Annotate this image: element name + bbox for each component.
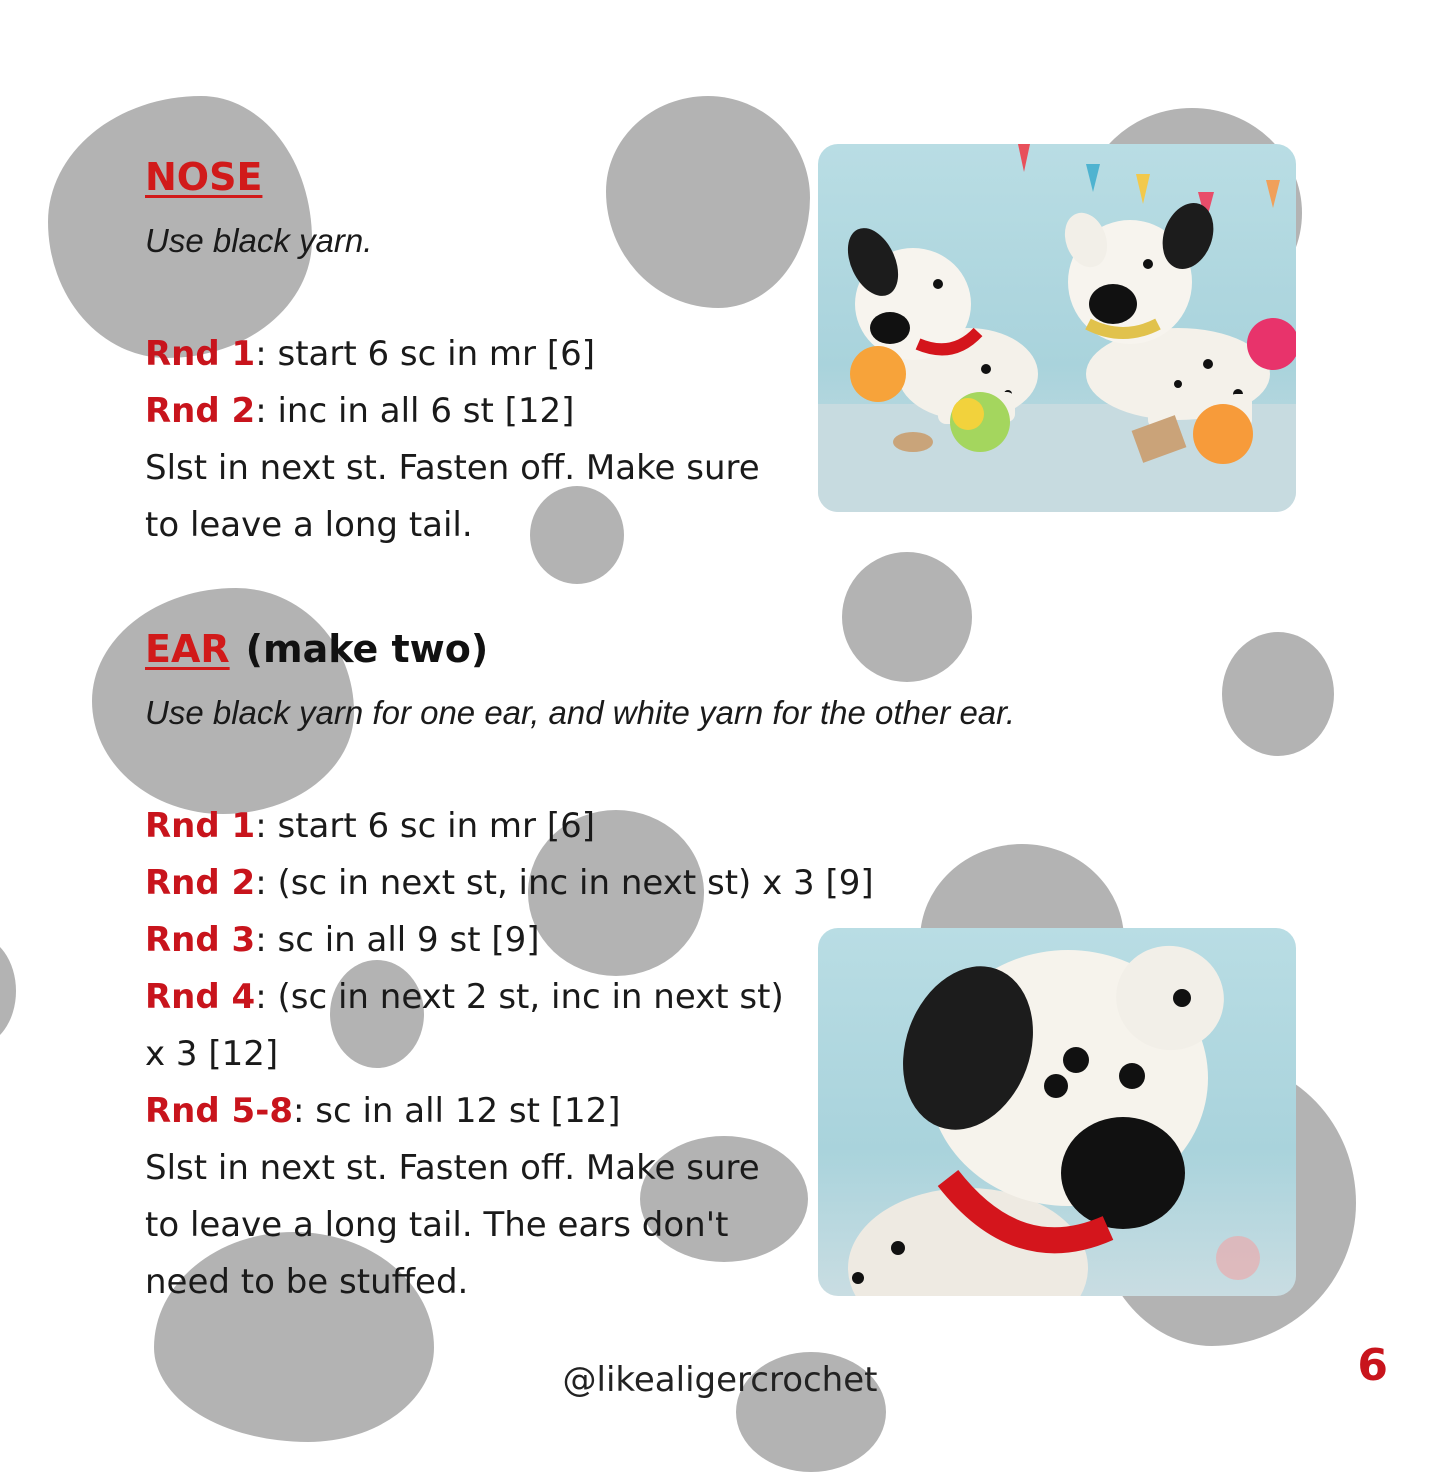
ear-round: Rnd 2: (sc in next st, inc in next st) x 3 [9]: [145, 863, 874, 903]
nose-round: Rnd 2: inc in all 6 st [12]: [145, 391, 575, 431]
ear-round: Rnd 4: (sc in next 2 st, inc in next st): [145, 977, 784, 1017]
nose-closing-line: to leave a long tail.: [145, 505, 473, 545]
nose-title: NOSE: [145, 155, 263, 199]
nose-instructions: [145, 326, 760, 554]
dalmatian-pair-illustration: [818, 144, 1296, 512]
ear-round: Rnd 5-8: sc in all 12 st [12]: [145, 1091, 621, 1131]
footer-handle: @likealigercrochet: [562, 1360, 878, 1400]
page-number: 6: [1357, 1340, 1388, 1391]
ear-closing-line: need to be stuffed.: [145, 1262, 469, 1302]
ear-round-continued: x 3 [12]: [145, 1034, 279, 1074]
dalmatian-photo-top: [818, 144, 1296, 512]
nose-heading: [145, 155, 263, 199]
nose-round: Rnd 1: start 6 sc in mr [6]: [145, 334, 596, 374]
ear-heading: [145, 627, 489, 671]
dalmatian-photo-bottom: [818, 928, 1296, 1296]
ear-intro: Use black yarn for one ear, and white yarn for the other ear.: [145, 694, 1016, 731]
nose-intro: Use black yarn.: [145, 222, 373, 259]
ear-round: Rnd 1: start 6 sc in mr [6]: [145, 806, 596, 846]
dalmatian-closeup-illustration: [818, 928, 1296, 1296]
ear-closing-line: to leave a long tail. The ears don't: [145, 1205, 729, 1245]
ear-title: EAR: [145, 627, 230, 671]
ear-instructions: [145, 798, 874, 1311]
ear-round: Rnd 3: sc in all 9 st [9]: [145, 920, 540, 960]
ear-title-note: (make two): [245, 627, 489, 671]
ear-closing-line: Slst in next st. Fasten off. Make sure: [145, 1148, 760, 1188]
nose-closing-line: Slst in next st. Fasten off. Make sure: [145, 448, 760, 488]
